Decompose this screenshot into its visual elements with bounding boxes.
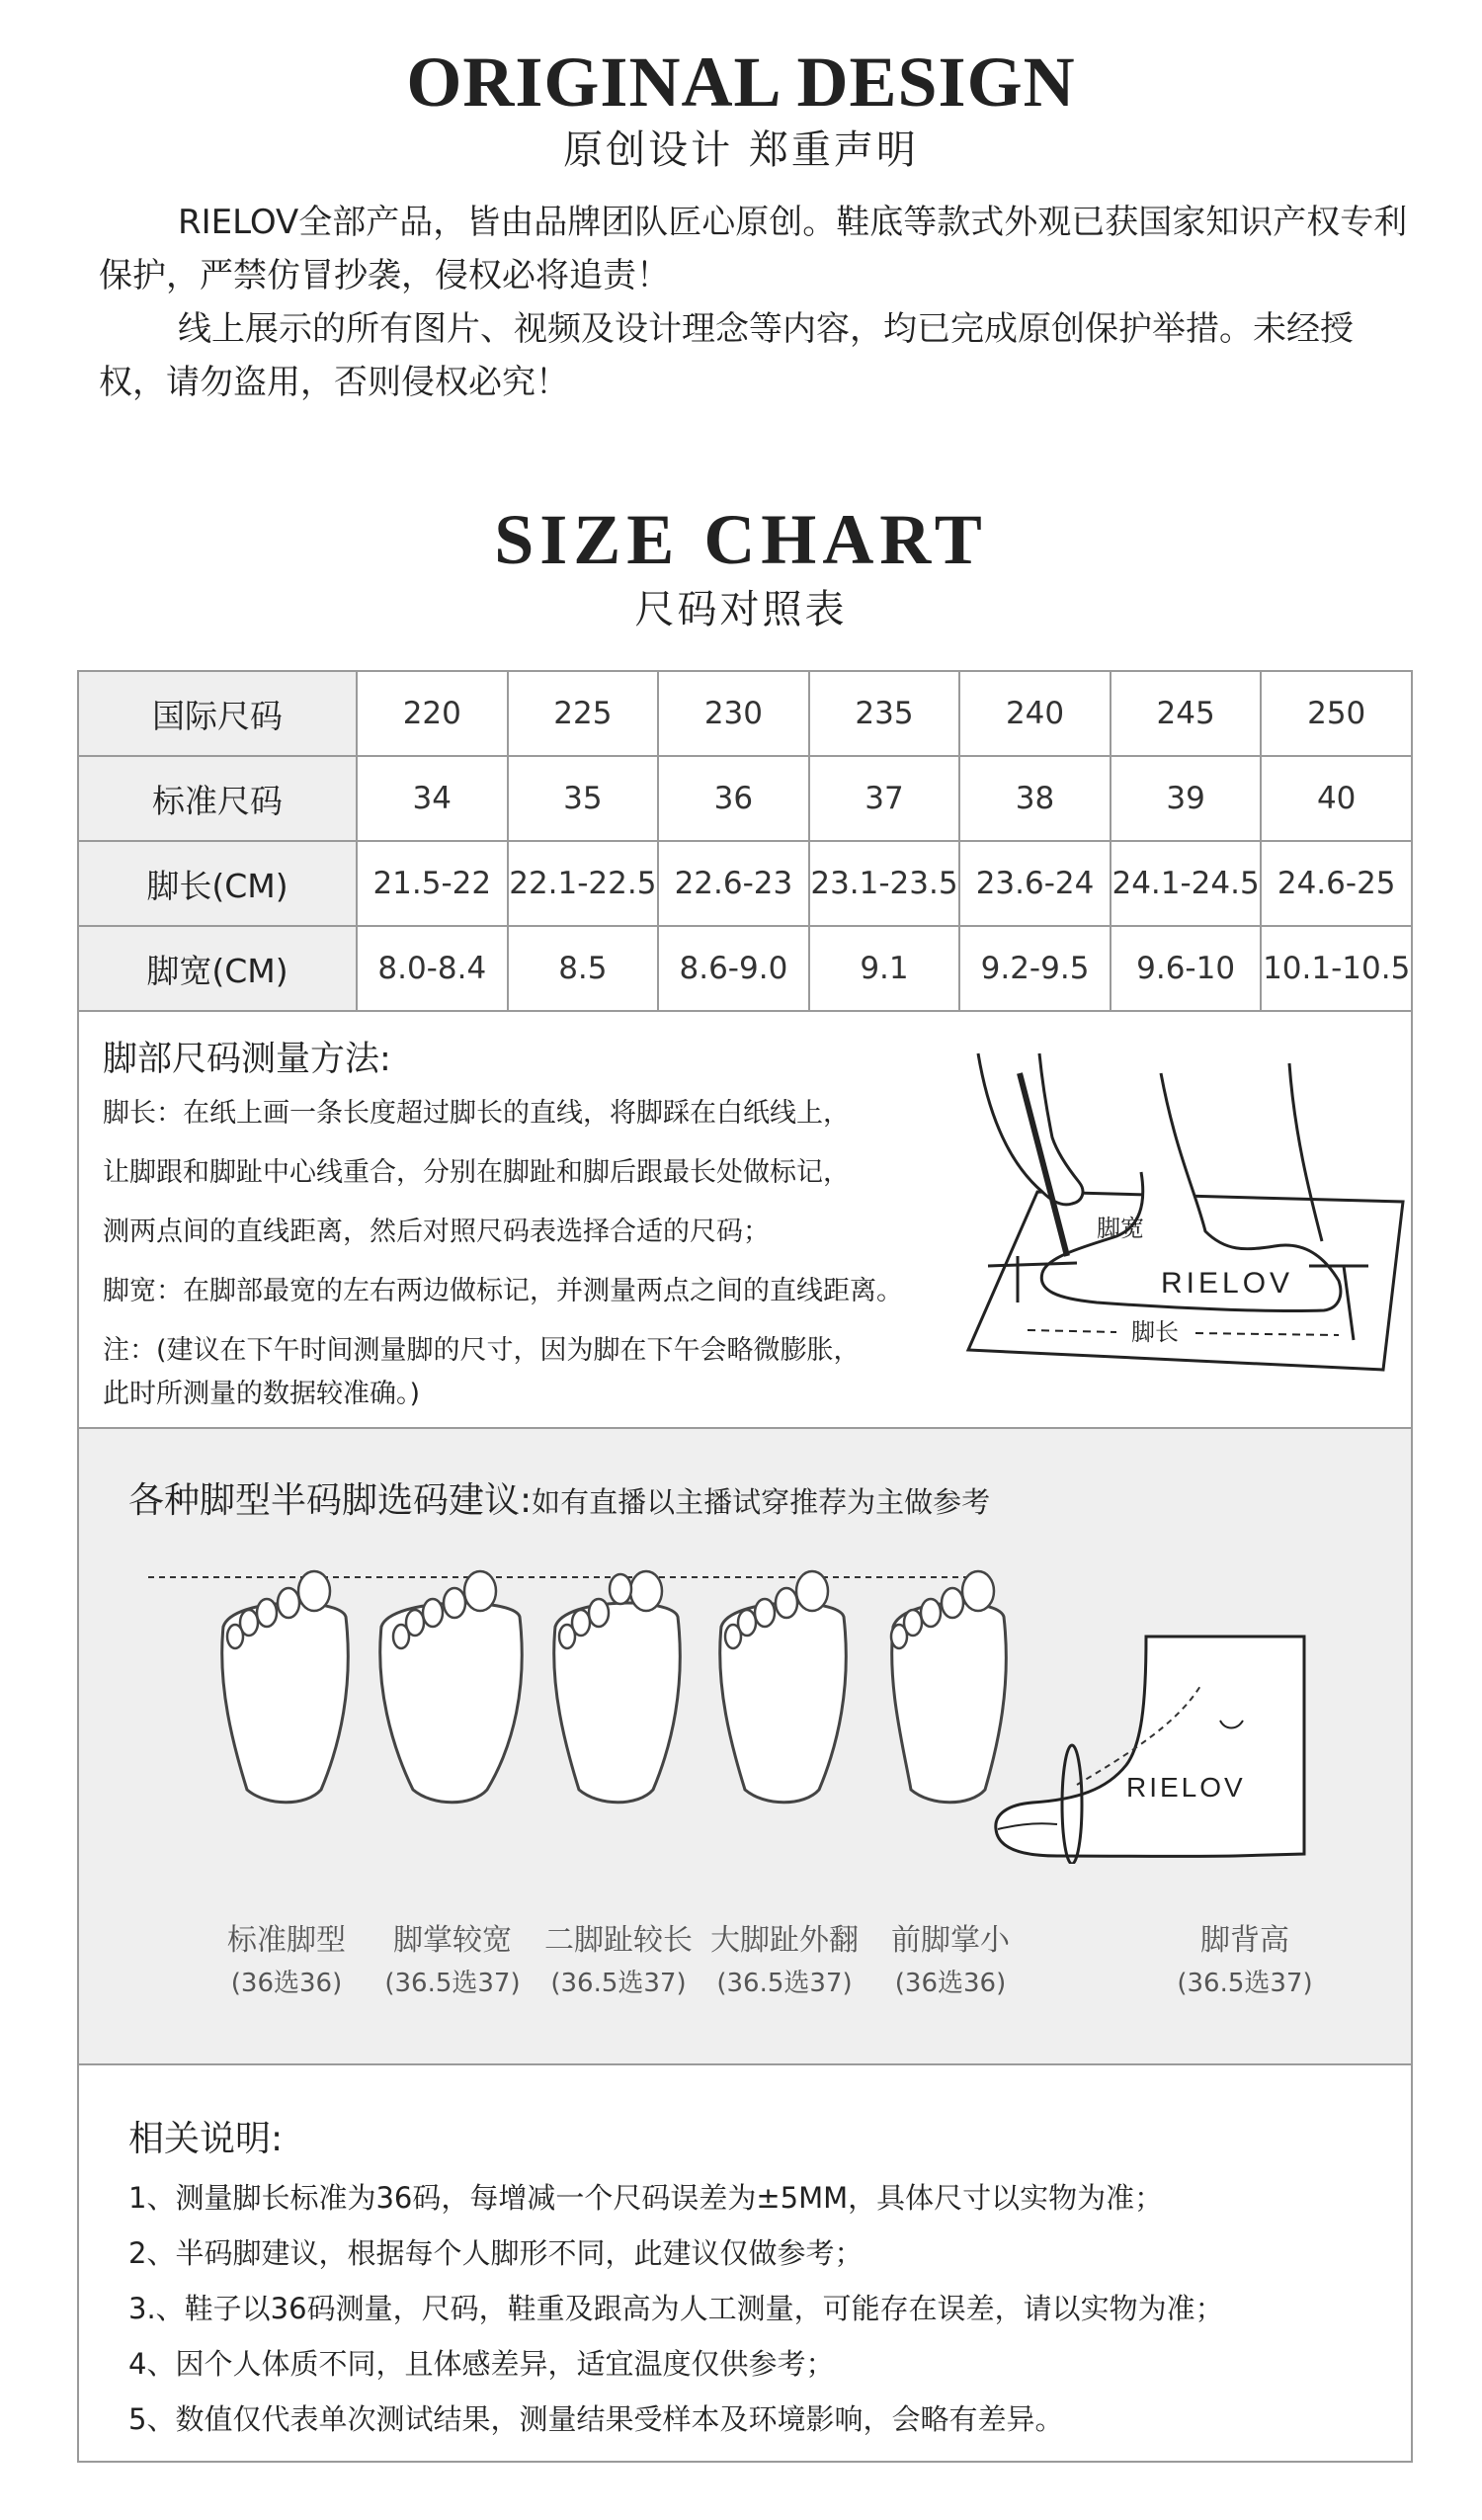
size-chart-subtitle: 尺码对照表 (634, 587, 848, 632)
copyright-statement-2: 线上展示的所有图片、视频及设计理念等内容，均已完成原创保护举措。未经授权，请勿盗用，否则侵权必究！ (99, 309, 1354, 402)
table-cell: 230 (658, 671, 809, 756)
table-cell: 10.1-10.5 (1261, 926, 1412, 1011)
row-header: 标准尺码 (78, 756, 357, 841)
row-header: 脚长(CM) (78, 841, 357, 926)
measurement-line: 注：(建议在下午时间测量脚的尺寸，因为脚在下午会略微膨胀， (103, 1335, 861, 1366)
hand-outline (978, 1053, 1083, 1205)
table-cell: 8.5 (508, 926, 659, 1011)
table-cell: 37 (809, 756, 960, 841)
foot-shape-title: 各种脚型半码脚选码建议:如有直播以主播试穿推荐为主做参考 (128, 1480, 991, 1521)
row-header: 脚宽(CM) (78, 926, 357, 1011)
foot-type-standard: 标准脚型 (36选36) (227, 1923, 346, 1998)
table-row (78, 756, 1412, 841)
table-cell: 9.1 (809, 926, 960, 1011)
foot-type-small-forefoot: 前脚掌小 (36选36) (891, 1923, 1010, 1998)
table-cell: 23.1-23.5 (809, 841, 960, 926)
table-cell: 39 (1111, 756, 1262, 841)
original-design-title: ORIGINAL DESIGN (406, 42, 1076, 122)
original-design-subtitle: 原创设计 郑重声明 (563, 127, 919, 173)
table-cell: 40 (1261, 756, 1412, 841)
note-item: 5、数值仅代表单次测试结果，测量结果受样本及环境影响，会略有差异。 (128, 2402, 1064, 2436)
table-cell: 24.1-24.5 (1111, 841, 1262, 926)
measurement-line: 测两点间的直线距离，然后对照尺码表选择合适的尺码； (103, 1217, 770, 1247)
table-row (78, 671, 1412, 756)
brand-logo: RIELOV (1161, 1267, 1294, 1300)
foot-type-high-instep: 脚背高 (36.5选37) (1177, 1923, 1313, 1998)
table-cell: 220 (357, 671, 508, 756)
leg-outline (1289, 1063, 1322, 1241)
foot-type-bunion: 大脚趾外翻 (36.5选37) (710, 1923, 859, 1998)
measurement-line: 脚宽：在脚部最宽的左右两边做标记，并测量两点之间的直线距离。 (103, 1276, 903, 1306)
table-cell: 250 (1261, 671, 1412, 756)
table-cell: 8.0-8.4 (357, 926, 508, 1011)
measurement-line: 脚长：在纸上画一条长度超过脚长的直线，将脚踩在白纸线上， (103, 1098, 850, 1129)
note-item: 3.、鞋子以36码测量，尺码，鞋重及跟高为人工测量，可能存在误差，请以实物为准； (128, 2292, 1224, 2325)
note-item: 2、半码脚建议，根据每个人脚形不同，此建议仅做参考； (128, 2236, 864, 2270)
table-cell: 9.6-10 (1111, 926, 1262, 1011)
heel-line (1344, 1266, 1354, 1340)
table-cell: 245 (1111, 671, 1262, 756)
table-cell: 38 (959, 756, 1111, 841)
table-cell: 235 (809, 671, 960, 756)
table-cell: 9.2-9.5 (959, 926, 1111, 1011)
brand-logo: RIELOV (1126, 1772, 1246, 1803)
table-cell: 240 (959, 671, 1111, 756)
length-dash-left (1028, 1330, 1116, 1332)
notes-section (77, 2065, 1413, 2463)
table-cell: 225 (508, 671, 659, 756)
foot-measurement-illustration (948, 1044, 1413, 1419)
foot-shape-section (77, 1429, 1413, 2065)
measurement-title: 脚部尺码测量方法: (103, 1040, 391, 1079)
foot-outline-icon (554, 1571, 681, 1803)
table-row (78, 841, 1412, 926)
measurement-method-section (77, 1004, 1413, 1429)
table-cell: 21.5-22 (357, 841, 508, 926)
table-cell: 22.1-22.5 (508, 841, 659, 926)
table-cell: 23.6-24 (959, 841, 1111, 926)
width-label: 脚宽 (1097, 1215, 1144, 1242)
table-cell: 22.6-23 (658, 841, 809, 926)
table-cell: 34 (357, 756, 508, 841)
table-row (78, 926, 1412, 1011)
copyright-statement-1: RIELOV全部产品，皆由品牌团队匠心原创。鞋底等款式外观已获国家知识产权专利保护，严禁仿冒抄袭，侵权必将追责！ (99, 203, 1408, 295)
measurement-line: 此时所测量的数据较准确。) (103, 1379, 421, 1409)
foot-type-long-second-toe: 二脚趾较长 (36.5选37) (544, 1923, 693, 1998)
foot-outline-icon (720, 1571, 847, 1803)
row-header: 国际尺码 (78, 671, 357, 756)
table-cell: 24.6-25 (1261, 841, 1412, 926)
length-dash-right (1195, 1333, 1339, 1335)
note-item: 1、测量脚长标准为36码，每增减一个尺码误差为±5MM，具体尺寸以实物为准； (128, 2181, 1164, 2215)
measurement-line: 让脚跟和脚趾中心线重合，分别在脚趾和脚后跟最长处做标记， (103, 1157, 850, 1188)
table-cell: 35 (508, 756, 659, 841)
length-label: 脚长 (1131, 1318, 1179, 1346)
table-cell: 36 (658, 756, 809, 841)
foot-outline-icon (380, 1571, 523, 1803)
foot-outline-icon (222, 1571, 349, 1803)
high-instep-illustration (978, 1627, 1354, 1864)
notes-title: 相关说明: (128, 2119, 284, 2159)
size-chart-title: SIZE CHART (494, 500, 988, 579)
note-item: 4、因个人体质不同，且体感差异，适宜温度仅供参考； (128, 2347, 835, 2381)
foot-type-wide: 脚掌较宽 (36.5选37) (384, 1923, 521, 1998)
table-cell: 8.6-9.0 (658, 926, 809, 1011)
size-table (77, 670, 1413, 1012)
